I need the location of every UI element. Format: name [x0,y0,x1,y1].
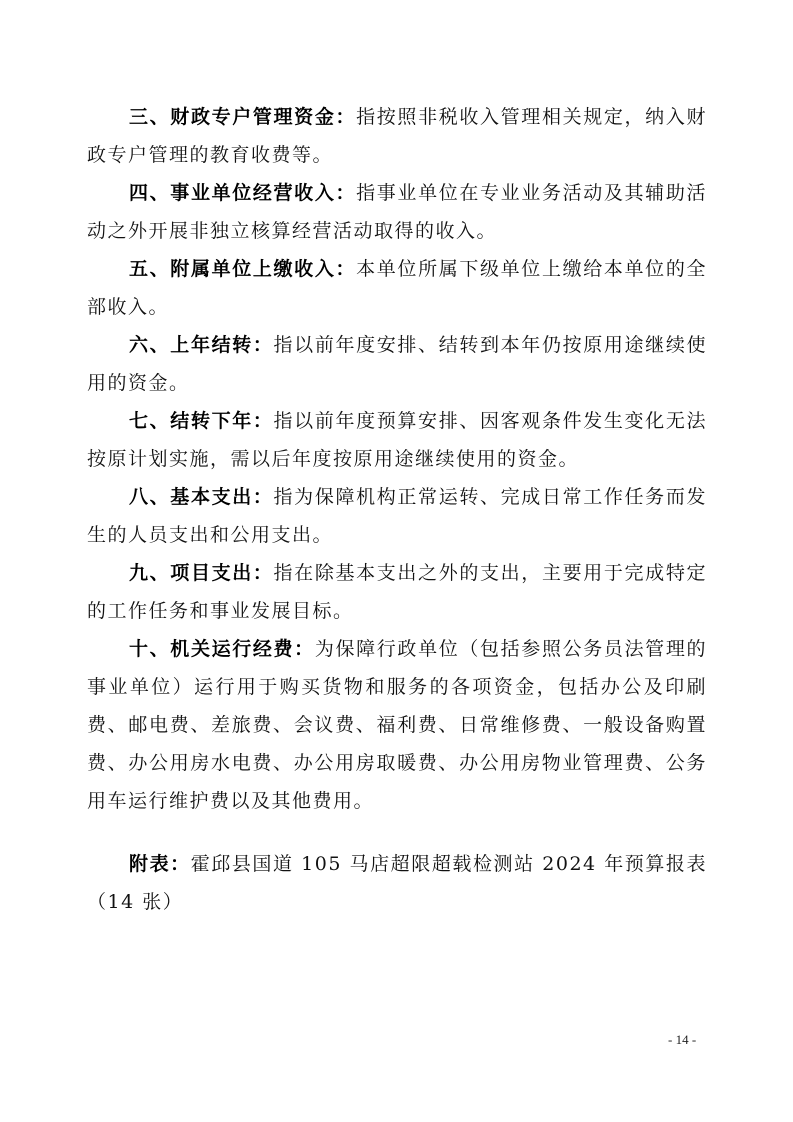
paragraph-carryover-next-year [87,402,707,478]
paragraph-financial-special-account-funds [87,98,707,174]
attachment-label: 附表： [129,853,191,875]
paragraph-project-expenditure [87,554,707,630]
term-label: 三、财政专户管理资金： [129,106,357,128]
attachment-note [87,845,707,921]
paragraph-agency-operating-expenses [87,630,707,820]
term-definition: 本单位所属下级单位上缴给本单位的全部收入。 [87,258,707,318]
term-definition: 指以前年度安排、结转到本年仍按原用途继续使用的资金。 [87,334,707,394]
page-number: - 14 - [668,1032,697,1047]
term-label: 七、结转下年： [129,410,274,432]
term-definition: 指在除基本支出之外的支出，主要用于完成特定的工作任务和事业发展目标。 [87,562,707,622]
paragraph-prior-year-carryover [87,326,707,402]
term-label: 八、基本支出： [129,486,274,508]
term-definition: 指按照非税收入管理相关规定，纳入财政专户管理的教育收费等。 [87,106,707,166]
term-label: 五、附属单位上缴收入： [129,258,357,280]
term-definition: 指事业单位在专业业务活动及其辅助活动之外开展非独立核算经营活动取得的收入。 [87,182,707,242]
term-definition: 指为保障机构正常运转、完成日常工作任务而发生的人员支出和公用支出。 [87,486,707,546]
term-label: 九、项目支出： [129,562,274,584]
paragraph-subsidiary-remittance-income [87,250,707,326]
term-definition: 指以前年度预算安排、因客观条件发生变化无法按原计划实施，需以后年度按原用途继续使用的资金。 [87,410,707,470]
term-label: 四、事业单位经营收入： [129,182,357,204]
attachment-text: 霍邱县国道 105 马店超限超载检测站 2024 年预算报表（14 张） [87,853,707,913]
term-label: 六、上年结转： [129,334,274,356]
paragraph-business-operating-income [87,174,707,250]
paragraph-basic-expenditure [87,478,707,554]
term-definition: 为保障行政单位（包括参照公务员法管理的事业单位）运行用于购买货物和服务的各项资金，包括办公及印刷费、邮电费、差旅费、会议费、福利费、日常维修费、一般设备购置费、办公用房水电费、办公用房取暖费、办公用房物业管理费、公务用车运行维护费以及其他费用。 [87,638,707,812]
term-label: 十、机关运行经费： [129,638,315,660]
